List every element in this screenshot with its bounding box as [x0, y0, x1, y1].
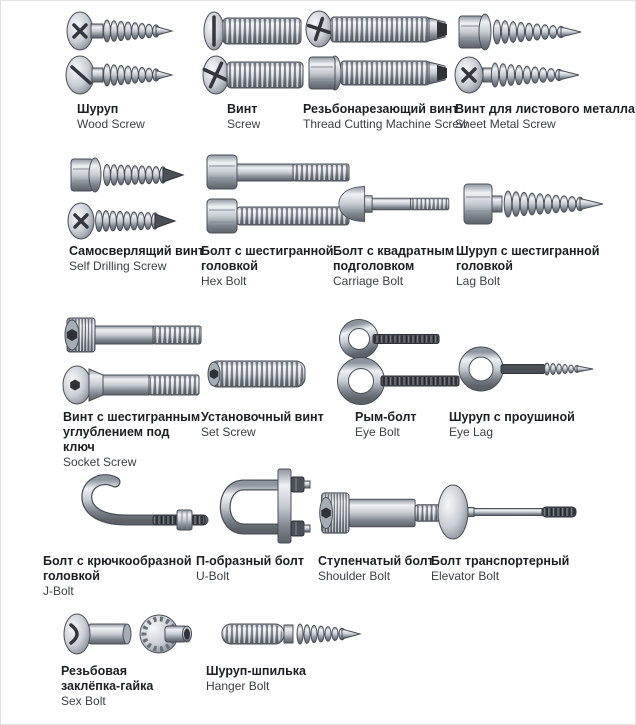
eye-bolt-icon	[329, 313, 449, 405]
fastener-name-ru: Винт для листового металла	[455, 102, 635, 116]
fastener-name-en: Socket Screw	[63, 455, 137, 469]
fastener-cell	[65, 151, 205, 274]
wood-screw-icon	[59, 9, 209, 97]
j-bolt-icon	[43, 463, 198, 549]
hex-bolt-icon	[201, 151, 336, 239]
carriage-bolt-icon	[333, 151, 458, 239]
fastener-cell	[57, 609, 197, 709]
fastener-name-ru: П-образный болт	[196, 554, 304, 568]
fastener-cell	[201, 151, 336, 289]
fastener-cell	[333, 151, 458, 289]
fastener-name-en: Carriage Bolt	[333, 274, 404, 288]
fastener-name-ru: Болт с квадратным подголовком	[333, 244, 455, 273]
fastener-name-ru: Самосверлящий винт	[69, 244, 205, 258]
eye-lag-icon	[447, 313, 612, 405]
fastener-cell	[199, 9, 309, 132]
fastener-cell	[447, 313, 612, 440]
sex-bolt-icon	[57, 609, 197, 659]
fastener-name-ru: Ступенчатый болт	[318, 554, 434, 568]
fastener-cell	[329, 313, 449, 440]
self-drilling-screw-icon	[65, 151, 200, 239]
lag-bolt-icon	[456, 151, 624, 239]
fastener-cell	[196, 463, 321, 584]
fastener-name-en: Hanger Bolt	[206, 679, 270, 693]
fastener-cell	[456, 151, 624, 289]
fastener-name-ru: Шуруп с шестигранной головкой	[456, 244, 600, 273]
fastener-name-ru: Болт транспортерный	[431, 554, 570, 568]
fastener-cell	[301, 9, 468, 132]
fastener-name-en: Self Drilling Screw	[69, 259, 167, 273]
fastener-name-ru: Резьбовая заклёпка-гайка	[61, 664, 154, 693]
fastener-cell	[59, 9, 209, 132]
fastener-name-en: Thread Cutting Machine Screw	[303, 117, 468, 131]
fastener-name-ru: Резьбонарезающий винт	[303, 102, 459, 116]
elevator-bolt-icon	[429, 463, 604, 549]
thread-cutting-screw-icon	[301, 9, 459, 97]
fastener-name-en: Screw	[227, 117, 261, 131]
fastener-cell	[206, 609, 351, 694]
fastener-name-ru: Рым-болт	[355, 410, 417, 424]
fastener-cell	[451, 9, 635, 132]
fastener-name-ru: Винт с шестигранным углублением под ключ	[63, 410, 201, 454]
fastener-name-en: J-Bolt	[43, 584, 74, 598]
fastener-name-ru: Шуруп с проушиной	[449, 410, 575, 424]
fastener-name-en: Shoulder Bolt	[318, 569, 391, 583]
fastener-name-en: Elevator Bolt	[431, 569, 500, 583]
machine-screw-icon	[199, 9, 309, 97]
fastener-name-en: Eye Bolt	[355, 425, 400, 439]
hanger-bolt-icon	[206, 609, 351, 659]
fastener-cell	[429, 463, 604, 584]
fastener-name-en: Lag Bolt	[456, 274, 501, 288]
fastener-name-ru: Шуруп-шпилька	[206, 664, 306, 678]
socket-screw-icon	[59, 313, 209, 405]
fastener-name-ru: Шуруп	[77, 102, 119, 116]
fastener-name-ru: Болт с крючкообразной головкой	[43, 554, 192, 583]
fastener-name-ru: Винт	[227, 102, 258, 116]
fastener-name-en: Hex Bolt	[201, 274, 247, 288]
fastener-name-en: Wood Screw	[77, 117, 145, 131]
fastener-name-en: Sex Bolt	[61, 694, 106, 708]
fastener-name-en: Sheet Metal Screw	[455, 117, 556, 131]
fastener-name-en: Eye Lag	[449, 425, 494, 439]
fastener-cell	[43, 463, 198, 599]
sheet-metal-screw-icon	[451, 9, 631, 97]
fastener-name-ru: Болт с шестигранной головкой	[201, 244, 334, 273]
u-bolt-icon	[196, 463, 321, 549]
fastener-name-ru: Установочный винт	[201, 410, 324, 424]
fastener-cell	[59, 313, 209, 470]
fastener-name-en: U-Bolt	[196, 569, 230, 583]
fastener-name-en: Set Screw	[201, 425, 256, 439]
